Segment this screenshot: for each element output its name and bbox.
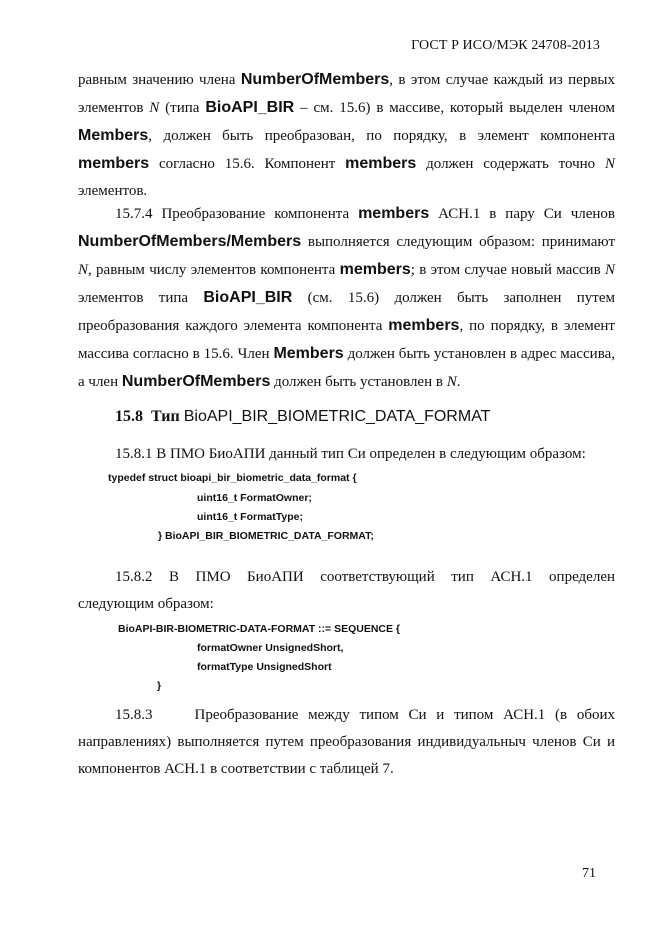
text: – см. 15.6) в массиве, который выделен членом: [294, 100, 615, 116]
text: АСН.1 в пару Си членов: [429, 206, 615, 222]
identifier: NumberOfMembers: [121, 373, 271, 390]
paragraph-15-7-4: [78, 200, 615, 396]
text: (см. 15.6) должен быть заполнен путем преобразования каждого элемента компонента: [78, 290, 615, 334]
text: выполняется следующим образом: принимают: [301, 234, 615, 250]
identifier: NumberOfMembers: [240, 71, 390, 88]
code-line: uint16_t FormatOwner;: [197, 492, 312, 504]
identifier: Members: [273, 345, 344, 362]
section-number: 15.8: [115, 408, 143, 425]
text: элементов типа: [78, 290, 204, 306]
variable: N: [149, 100, 160, 116]
page-number: 71: [582, 866, 596, 881]
text: , должен быть преобразован, по порядку, в элемент компонента: [148, 128, 615, 144]
paragraph-15-8-2: [78, 564, 615, 618]
text: ; в этом случае новый массив: [410, 262, 605, 278]
text: элементов.: [78, 183, 148, 199]
text: , по порядку, в элемент массива согласно в 15.6. Член: [78, 318, 615, 362]
paragraph-line: следующим образом:: [78, 596, 214, 612]
text: , в этом случае каждый из первых элементов: [78, 72, 615, 116]
text: должен содержать точно: [416, 156, 605, 172]
code-line: uint16_t FormatType;: [197, 511, 303, 523]
paragraph-15-8-1: [78, 441, 615, 468]
text: должен быть установлен в адрес массива, а член: [78, 346, 615, 390]
section-heading: [115, 408, 490, 426]
identifier: members: [345, 155, 417, 172]
paragraph-text: Преобразование между типом Си и типом АСН.1 (в обоих направлениях) выполняется путем преобразования индивидуальныч членов Си и компонентов АСН.1 в соответствии с таблицей 7.: [78, 707, 615, 777]
code-line: }: [157, 680, 162, 692]
text: 15.7.4 Преобразование компонента: [115, 206, 359, 222]
paragraph-15-8-3: [78, 702, 615, 783]
text: (типа: [159, 100, 206, 116]
code-line: typedef struct bioapi_bir_biometric_data_format {: [108, 472, 357, 484]
variable: N: [604, 262, 615, 278]
identifier: BioAPI_BIR: [203, 289, 293, 306]
paragraph-continuation: [78, 66, 615, 205]
identifier: members: [358, 205, 430, 222]
identifier: members: [78, 155, 150, 172]
identifier: Members: [78, 127, 149, 144]
variable: N: [605, 156, 616, 172]
identifier: NumberOfMembers/Members: [78, 233, 302, 250]
section-prefix: Тип: [151, 408, 180, 425]
code-line: } BioAPI_BIR_BIOMETRIC_DATA_FORMAT;: [158, 530, 374, 542]
text: .: [456, 374, 461, 390]
variable: N: [78, 262, 89, 278]
text: должен быть установлен в: [270, 374, 447, 390]
page-header: ГОСТ Р ИСО/МЭК 24708-2013: [411, 38, 600, 53]
code-line: formatType UnsignedShort: [197, 661, 332, 673]
paragraph-text: 15.8.1 В ПМО БиоАПИ данный тип Си определен в следующим образом:: [115, 446, 586, 462]
text: равным значению члена: [78, 72, 241, 88]
variable: N: [446, 374, 457, 390]
code-line: formatOwner UnsignedShort,: [197, 642, 344, 654]
identifier: members: [339, 261, 411, 278]
text: , равным числу элементов компонента: [88, 262, 340, 278]
section-type-name: BioAPI_BIR_BIOMETRIC_DATA_FORMAT: [183, 408, 491, 425]
identifier: members: [388, 317, 460, 334]
paragraph-number: 15.8.3: [115, 707, 153, 723]
paragraph-line: 15.8.2 В ПМО БиоАПИ соответствующий тип АСН.1 определен: [115, 569, 615, 585]
text: согласно 15.6. Компонент: [149, 156, 346, 172]
code-line: BioAPI-BIR-BIOMETRIC-DATA-FORMAT ::= SEQUENCE {: [118, 623, 401, 635]
identifier: BioAPI_BIR: [205, 99, 295, 116]
